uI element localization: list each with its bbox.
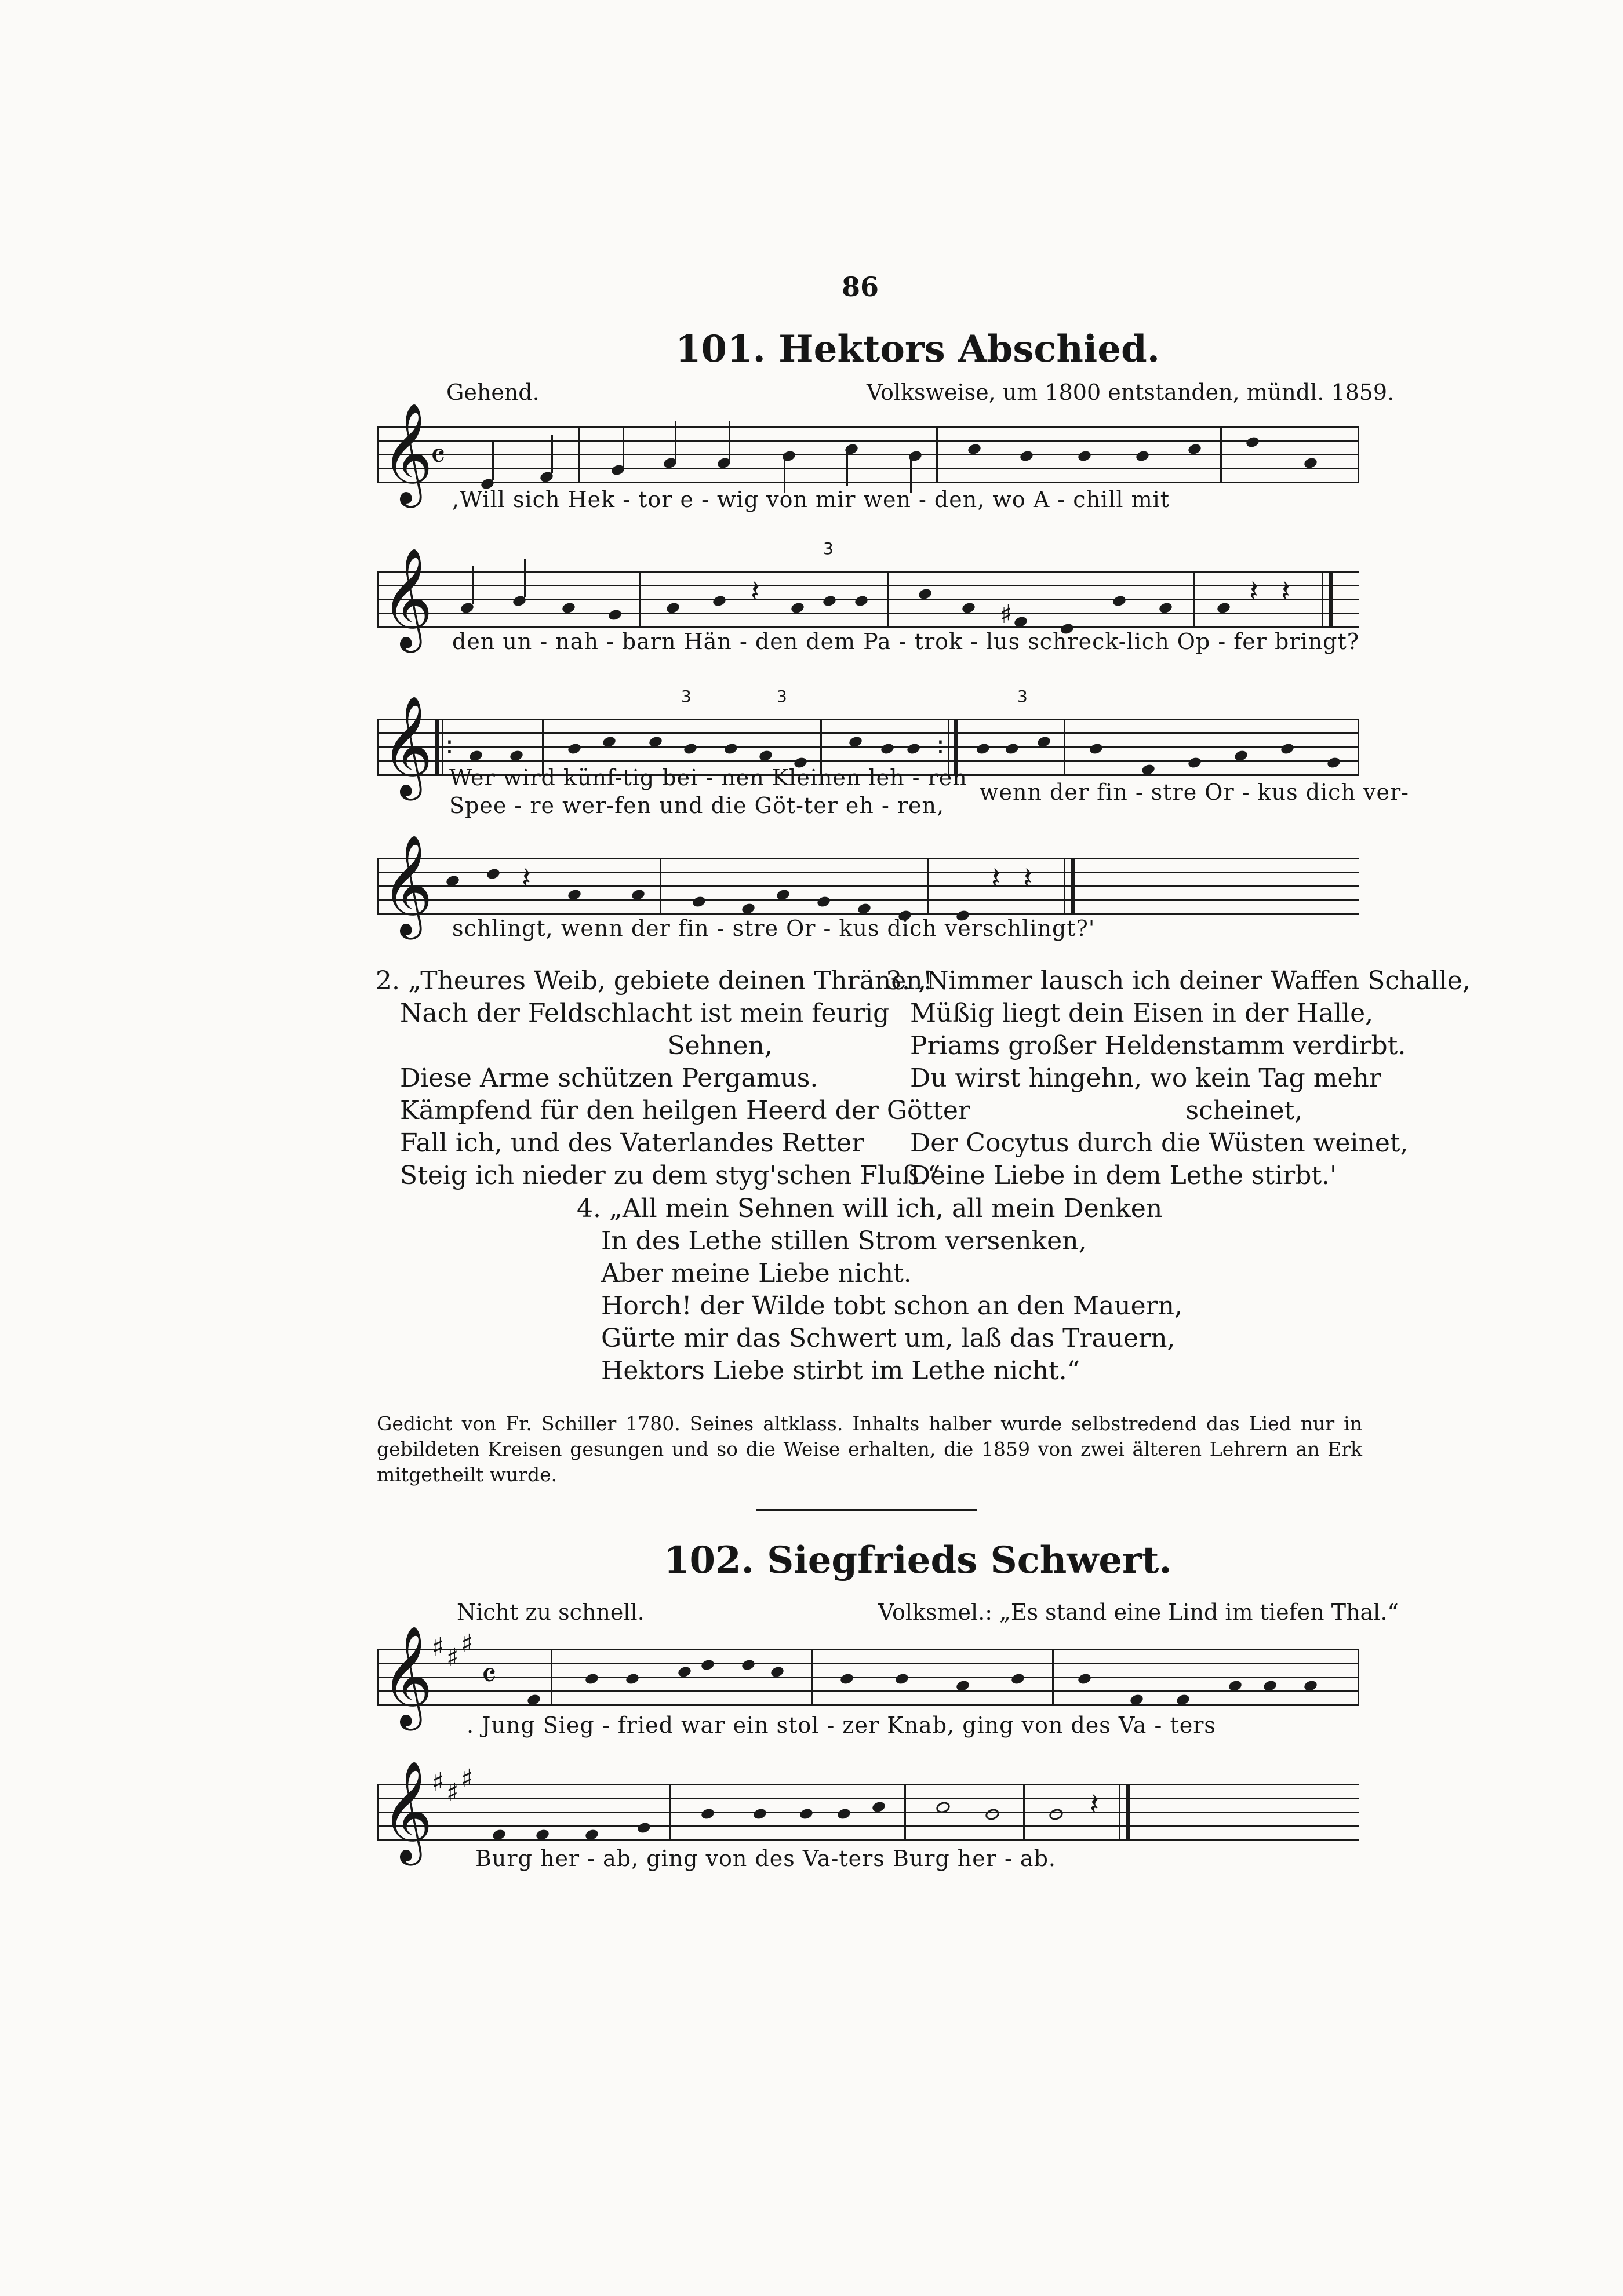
repeat-sign-icon: : bbox=[936, 730, 945, 760]
lyric-line-2: den un - nah - barn Hän - den dem Pa - trok - lus schreck-lich Op - fer bringt? bbox=[452, 629, 1360, 654]
verse-2: 2. „Theures Weib, gebiete deinen Thränen! Nach der Feldschlacht ist mein feurig Sehnen, Diese Arme schützen Pergamus. Kämpfend für den heilgen Heerd der Götter Fall ich, und des Vaterlandes Retter Steig ich nieder zu dem styg'schen Fluß.“ bbox=[376, 966, 970, 1190]
triplet-marker: 3 bbox=[1017, 687, 1028, 706]
treble-clef-icon: 𝄞 bbox=[381, 1761, 433, 1861]
triplet-marker: 3 bbox=[681, 687, 692, 706]
section-divider bbox=[756, 1509, 977, 1511]
verse-4: 4. „All mein Sehnen will ich, all mein Denken In des Lethe stillen Strom versenken, Aber meine Liebe nicht. Horch! der Wilde tobt schon an den Mauern, Gürte mir das Schwert um, laß das Trauern, Hektors Liebe stirbt im Lethe nicht.“ bbox=[577, 1194, 1182, 1386]
footnote: Gedicht von Fr. Schiller 1780. Seines altklass. Inhalts halber wurde selbstredend das Lied nur in gebildeten Kreisen gesungen und so die Weise erhalten, die 1859 von zwei älteren Lehrern an Erk mitgetheilt wurde. bbox=[377, 1412, 1362, 1486]
sharp-icon: ♯ bbox=[1000, 600, 1013, 629]
lyric-line-3a: Wer wird künf-tig bei - nen Kleinen leh - ren bbox=[449, 765, 967, 790]
quarter-rest-icon: 𝄽 bbox=[751, 574, 760, 609]
treble-clef-icon: 𝄞 bbox=[381, 695, 433, 796]
source-attribution-102: Volksmel.: „Es stand eine Lind im tiefen Thal.“ bbox=[878, 1599, 1399, 1625]
triplet-marker: 3 bbox=[777, 687, 787, 706]
quarter-rest-icon: 𝄽 bbox=[1281, 574, 1290, 609]
quarter-rest-icon: 𝄽 bbox=[1023, 861, 1032, 896]
sharp-icon: ♯ bbox=[461, 1764, 474, 1794]
page-number: 86 bbox=[842, 271, 879, 303]
triplet-marker: 3 bbox=[823, 539, 834, 558]
tempo-marking-101: Gehend. bbox=[446, 380, 540, 405]
quarter-rest-icon: 𝄽 bbox=[1090, 1787, 1099, 1822]
verse-3: 3. ,Nimmer lausch ich deiner Waffen Schalle, Müßig liegt dein Eisen in der Halle, Priams großer Heldenstamm verdirbt. Du wirst hingehn, wo kein Tag mehr scheinet, Der Cocytus durch die Wüsten weinet, Deine Liebe in dem Lethe stirbt.' bbox=[886, 966, 1471, 1190]
treble-clef-icon: 𝄞 bbox=[381, 403, 433, 504]
sharp-icon: ♯ bbox=[461, 1629, 474, 1659]
tempo-marking-102: Nicht zu schnell. bbox=[457, 1599, 645, 1625]
lyric-line-5: . Jung Sieg - fried war ein stol - zer Knab, ging von des Va - ters bbox=[467, 1712, 1216, 1738]
quarter-rest-icon: 𝄽 bbox=[991, 861, 1000, 896]
source-attribution-101: Volksweise, um 1800 entstanden, mündl. 1859. bbox=[867, 380, 1395, 405]
treble-clef-icon: 𝄞 bbox=[381, 1626, 433, 1726]
sharp-icon: ♯ bbox=[432, 1632, 445, 1662]
lyric-line-4: schlingt, wenn der fin - stre Or - kus dich verschlingt?' bbox=[452, 916, 1096, 941]
lyric-line-6: Burg her - ab, ging von des Va-ters Burg her - ab. bbox=[475, 1846, 1056, 1871]
sharp-icon: ♯ bbox=[446, 1778, 459, 1807]
common-time-icon: 𝄴 bbox=[481, 1656, 497, 1696]
treble-clef-icon: 𝄞 bbox=[381, 834, 433, 935]
quarter-rest-icon: 𝄽 bbox=[522, 861, 531, 896]
common-time-icon: 𝄴 bbox=[430, 436, 446, 477]
lyric-line-1: ,Will sich Hek - tor e - wig von mir wen - den, wo A - chill mit bbox=[452, 487, 1170, 512]
sharp-icon: ♯ bbox=[432, 1767, 445, 1797]
song-title-102: 102. Siegfrieds Schwert. bbox=[664, 1539, 1172, 1582]
repeat-sign-icon: : bbox=[445, 730, 454, 760]
lyric-line-3b: Spee - re wer-fen und die Göt-ter eh - ren, bbox=[449, 793, 945, 818]
lyric-line-3c: wenn der fin - stre Or - kus dich ver- bbox=[980, 779, 1409, 805]
quarter-rest-icon: 𝄽 bbox=[1249, 574, 1258, 609]
sharp-icon: ♯ bbox=[446, 1643, 459, 1672]
treble-clef-icon: 𝄞 bbox=[381, 548, 433, 648]
song-title-101: 101. Hektors Abschied. bbox=[675, 327, 1160, 371]
